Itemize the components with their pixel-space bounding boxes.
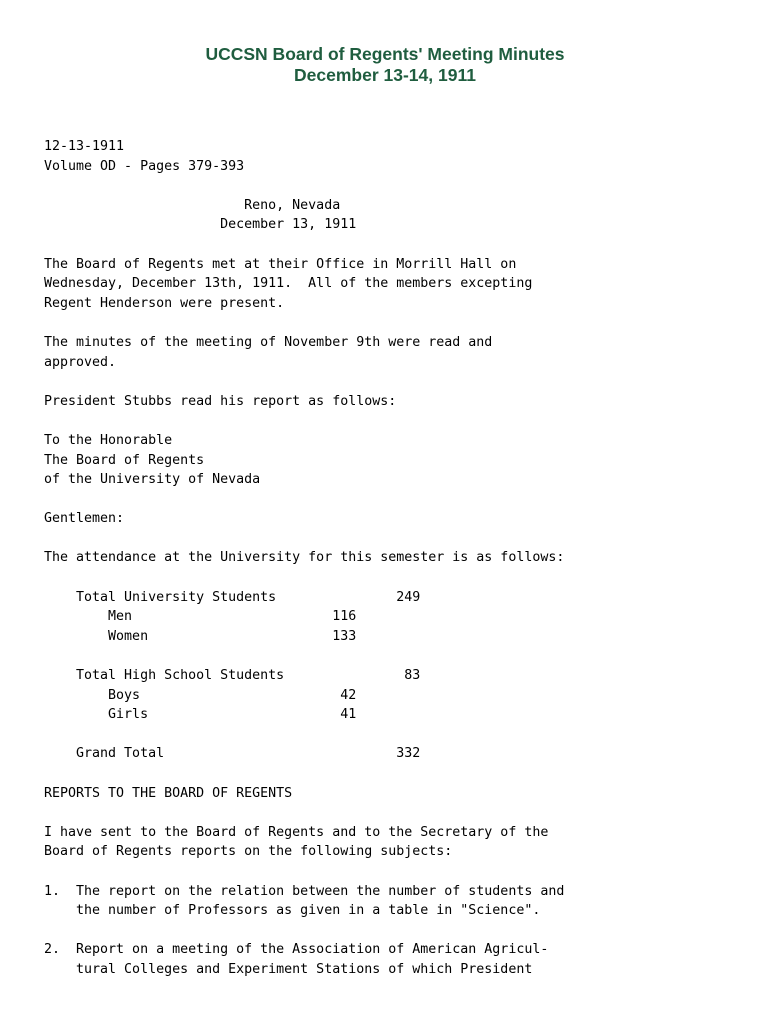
blank-line (44, 490, 564, 510)
page-header (0, 44, 770, 86)
blank-line (44, 176, 564, 196)
list-item-line: 1. The report on the relation between the number of students and (44, 883, 565, 899)
paragraph-line: Regent Henderson were present. (44, 295, 285, 311)
paragraph-line: Wednesday, December 13th, 1911. All of the members excepting (44, 276, 533, 292)
paragraph-line: approved. (44, 354, 117, 370)
blank-line (44, 313, 564, 333)
list-item-line: the number of Professors as given in a table in "Science". (44, 903, 541, 919)
attendance-row: Girls 41 (44, 707, 357, 723)
paragraph-line: The minutes of the meeting of November 9th were read and (44, 334, 493, 350)
blank-line (44, 568, 564, 588)
doc-date: 12-13-1911 (44, 139, 125, 154)
blank-line (44, 921, 564, 941)
blank-line (44, 235, 564, 255)
attendance-row: Total High School Students 83 (44, 668, 421, 684)
list-item-line: tural Colleges and Experiment Stations of which President (44, 961, 533, 977)
salutation-line: Gentlemen: (44, 511, 125, 527)
list-item-line: 2. Report on a meeting of the Association of American Agricul- (44, 942, 549, 958)
paragraph-line: Board of Regents reports on the following subjects: (44, 844, 453, 860)
location-line: Reno, Nevada (44, 197, 341, 213)
paragraph-line: I have sent to the Board of Regents and to the Secretary of the (44, 824, 549, 840)
attendance-row: Grand Total 332 (44, 746, 421, 762)
attendance-row: Men 116 (44, 609, 357, 625)
address-line: To the Honorable (44, 432, 173, 448)
address-line: of the University of Nevada (44, 472, 261, 488)
attendance-row: Total University Students 249 (44, 589, 421, 605)
page-subtitle-date: December 13-14, 1911 (294, 65, 476, 85)
blank-line (44, 803, 564, 823)
address-line: The Board of Regents (44, 452, 205, 468)
blank-line (44, 725, 564, 745)
meeting-date-line: December 13, 1911 (44, 217, 357, 233)
blank-line (44, 411, 564, 431)
blank-line (44, 862, 564, 882)
page-title: UCCSN Board of Regents' Meeting Minutes (205, 44, 565, 64)
minutes-body (44, 137, 564, 980)
attendance-row: Boys 42 (44, 687, 357, 703)
doc-volume: Volume OD - Pages 379-393 (44, 158, 245, 174)
section-heading: REPORTS TO THE BOARD OF REGENTS (44, 785, 293, 801)
paragraph-line: The attendance at the University for this semester is as follows: (44, 550, 565, 566)
blank-line (44, 764, 564, 784)
blank-line (44, 646, 564, 666)
paragraph-line: The Board of Regents met at their Office in Morrill Hall on (44, 256, 517, 272)
attendance-row: Women 133 (44, 628, 357, 644)
blank-line (44, 372, 564, 392)
blank-line (44, 529, 564, 549)
paragraph-line: President Stubbs read his report as follows: (44, 393, 397, 409)
